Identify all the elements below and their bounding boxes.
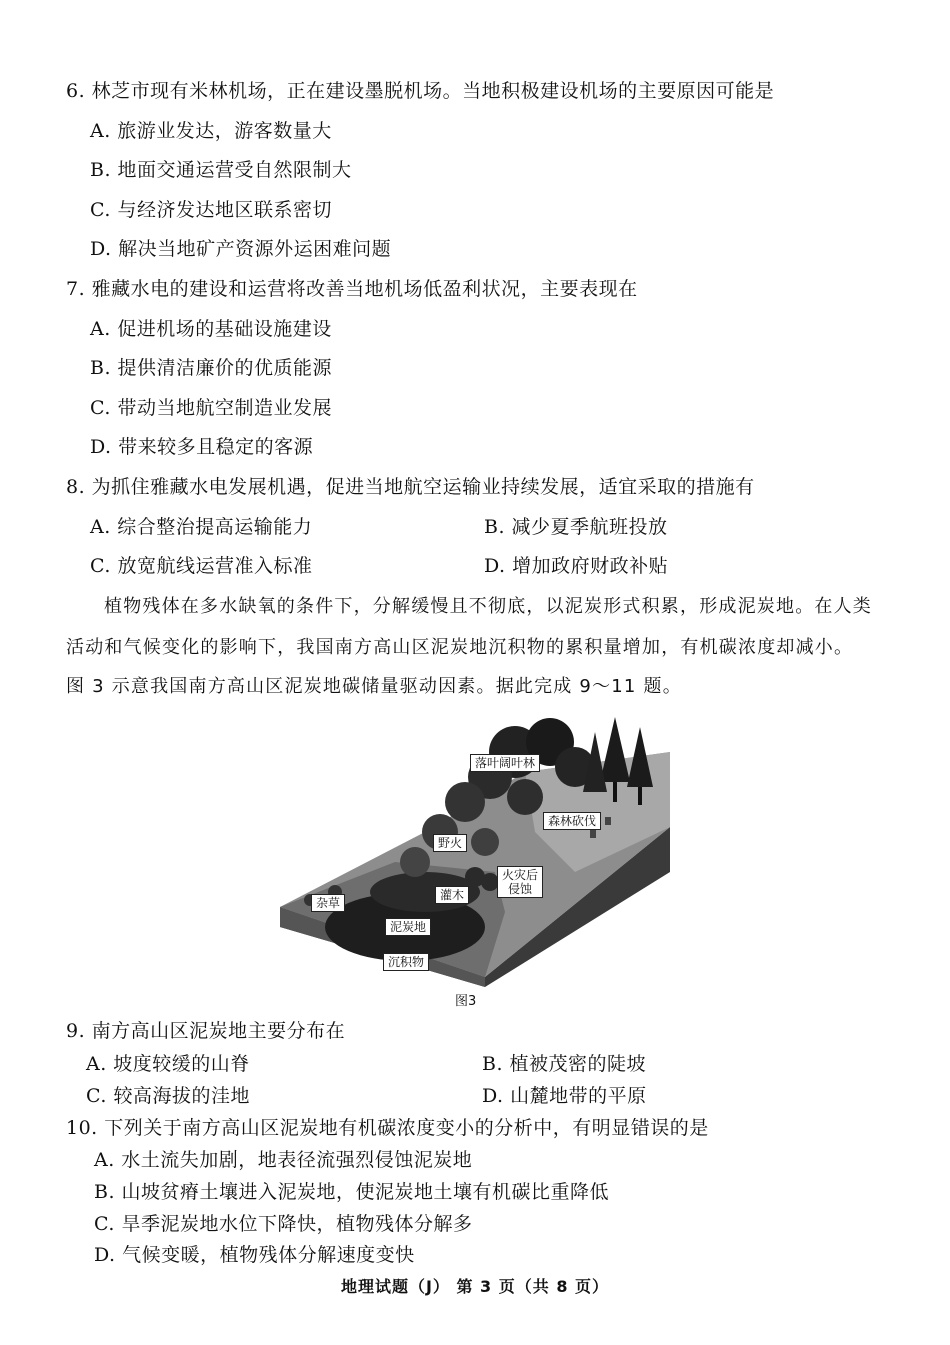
question-8-option-d: D. 增加政府财政补贴 xyxy=(484,555,669,577)
passage-line-3: 图 3 示意我国南方高山区泥炭地碳储量驱动因素。据此完成 9～11 题。 xyxy=(66,676,682,697)
question-9-option-c: C. 较高海拔的洼地 xyxy=(86,1085,250,1107)
label-peatland: 泥炭地 xyxy=(385,918,431,936)
question-9-stem: 9. 南方高山区泥炭地主要分布在 xyxy=(66,1020,346,1042)
question-10-option-a: A. 水土流失加剧，地表径流强烈侵蚀泥炭地 xyxy=(94,1149,473,1171)
label-post-fire-erosion-line-2: 侵蚀 xyxy=(508,882,533,896)
label-weeds: 杂草 xyxy=(311,894,345,912)
page-footer: 地理试题（J） 第 3 页（共 8 页） xyxy=(340,1277,610,1296)
question-6-option-d: D. 解决当地矿产资源外运困难问题 xyxy=(90,238,392,260)
label-logging: 森林砍伐 xyxy=(543,812,601,830)
question-6-stem: 6. 林芝市现有米林机场，正在建设墨脱机场。当地积极建设机场的主要原因可能是 xyxy=(66,80,775,102)
question-10-option-d: D. 气候变暖，植物残体分解速度变快 xyxy=(94,1244,415,1266)
label-sediment: 沉积物 xyxy=(383,953,429,971)
question-10-option-b: B. 山坡贫瘠土壤进入泥炭地，使泥炭地土壤有机碳比重降低 xyxy=(94,1181,610,1203)
question-8-stem: 8. 为抓住雅藏水电发展机遇，促进当地航空运输业持续发展，适宜采取的措施有 xyxy=(66,476,755,498)
question-8-option-b: B. 减少夏季航班投放 xyxy=(484,516,668,538)
question-9-option-d: D. 山麓地带的平原 xyxy=(482,1085,647,1107)
passage-line-2: 活动和气候变化的影响下，我国南方高山区泥炭地沉积物的累积量增加，有机碳浓度却减小。 xyxy=(66,637,854,658)
question-8-option-c: C. 放宽航线运营准入标准 xyxy=(90,555,313,577)
question-9-option-a: A. 坡度较缓的山脊 xyxy=(86,1053,250,1075)
label-shrub: 灌木 xyxy=(435,886,469,904)
question-6-option-b: B. 地面交通运营受自然限制大 xyxy=(90,159,352,181)
label-wildfire: 野火 xyxy=(433,834,467,852)
label-post-fire-erosion xyxy=(497,866,543,898)
question-9-option-b: B. 植被茂密的陡坡 xyxy=(482,1053,647,1075)
question-7-option-d: D. 带来较多且稳定的客源 xyxy=(90,436,314,458)
peatland-block-diagram xyxy=(275,712,675,990)
question-7-stem: 7. 雅藏水电的建设和运营将改善当地机场低盈利状况，主要表现在 xyxy=(66,278,638,300)
passage-line-1: 植物残体在多水缺氧的条件下，分解缓慢且不彻底，以泥炭形式积累，形成泥炭地。在人类 xyxy=(104,596,872,617)
label-post-fire-erosion-line-1: 火灾后 xyxy=(502,868,539,882)
question-6-option-c: C. 与经济发达地区联系密切 xyxy=(90,199,332,221)
figure-caption: 图3 xyxy=(455,994,477,1009)
question-6-option-a: A. 旅游业发达，游客数量大 xyxy=(90,120,332,142)
question-7-option-a: A. 促进机场的基础设施建设 xyxy=(90,318,332,340)
question-7-option-c: C. 带动当地航空制造业发展 xyxy=(90,397,332,419)
question-10-option-c: C. 旱季泥炭地水位下降快，植物残体分解多 xyxy=(94,1213,473,1235)
question-7-option-b: B. 提供清洁廉价的优质能源 xyxy=(90,357,333,379)
question-8-option-a: A. 综合整治提高运输能力 xyxy=(90,516,313,538)
question-10-stem: 10. 下列关于南方高山区泥炭地有机碳浓度变小的分析中，有明显错误的是 xyxy=(66,1117,709,1139)
label-deciduous-forest: 落叶阔叶林 xyxy=(470,754,540,772)
